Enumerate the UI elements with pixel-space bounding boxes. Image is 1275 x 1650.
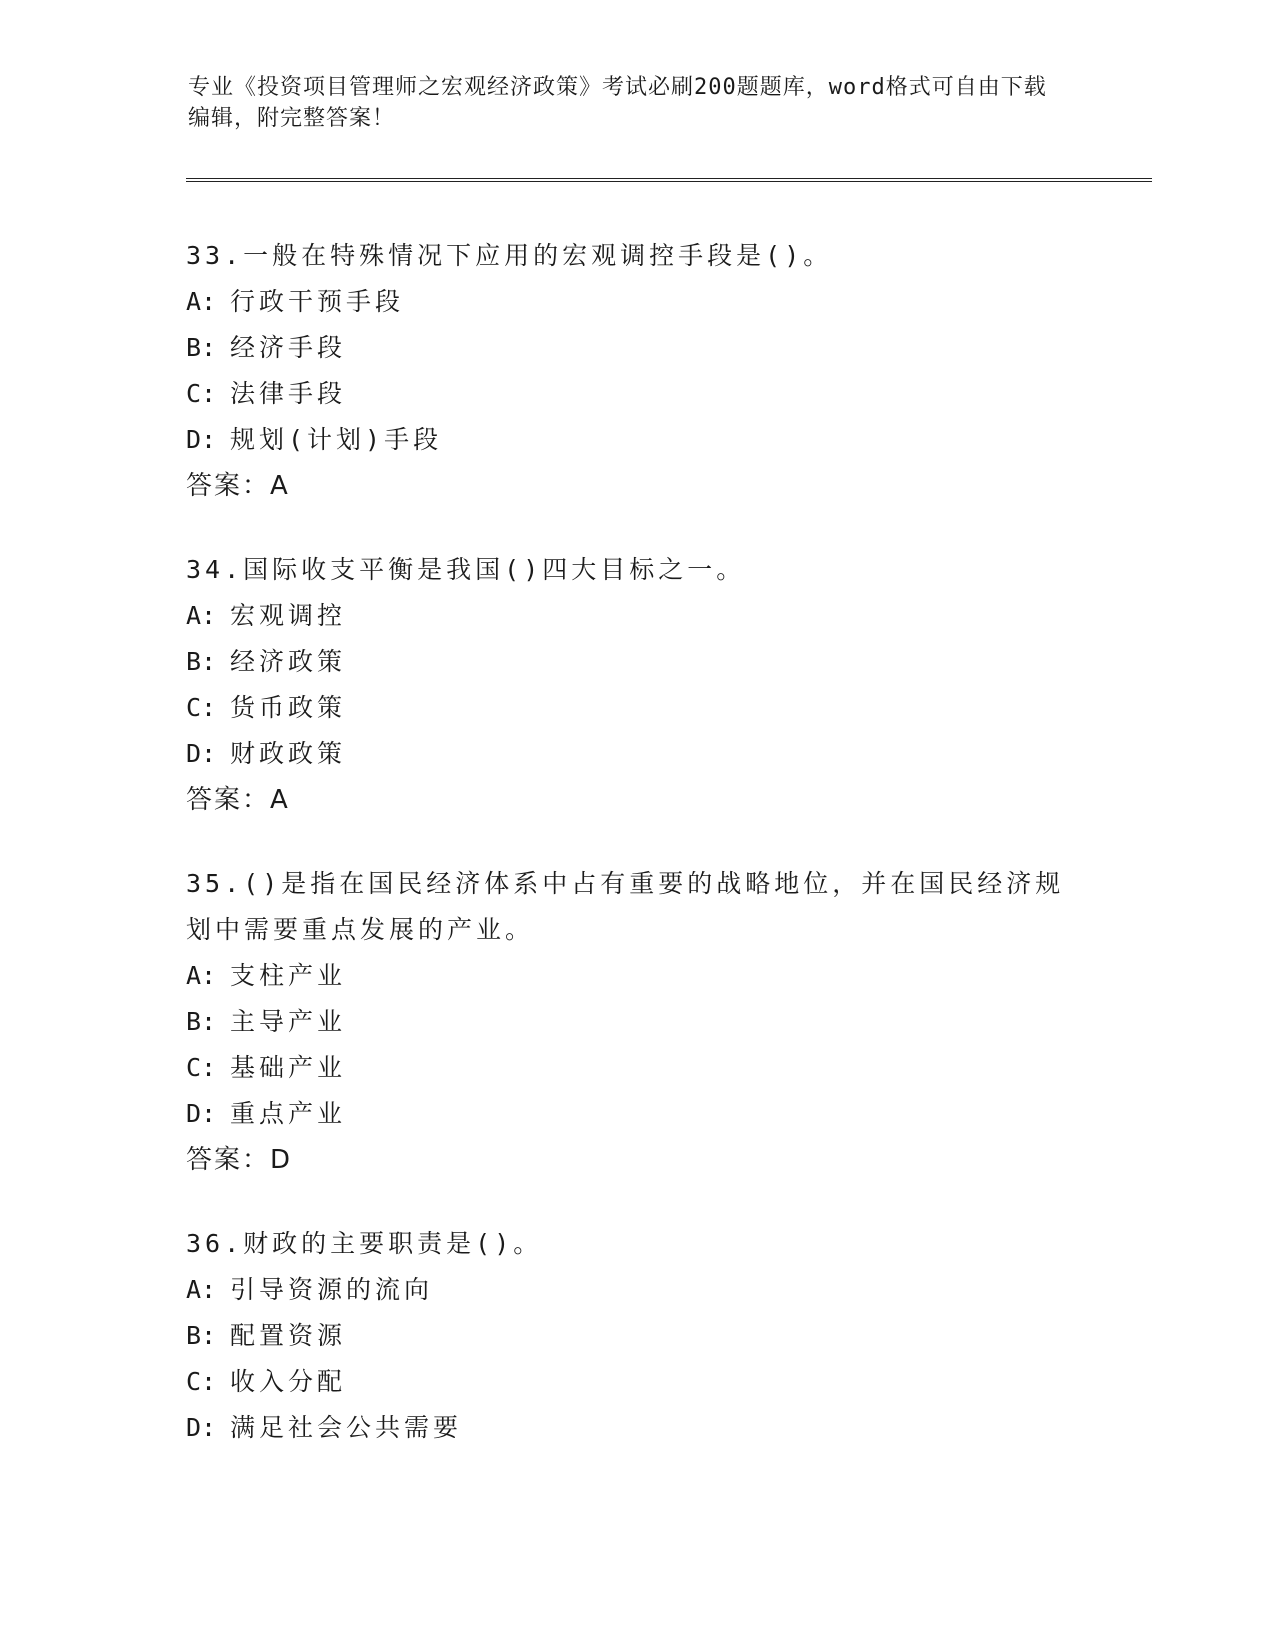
option-text: 引导资源的流向	[230, 1275, 434, 1304]
option-b	[186, 1313, 1086, 1359]
option-c	[186, 371, 1086, 417]
option-letter: C:	[186, 379, 217, 408]
option-text: 经济政策	[230, 647, 347, 676]
option-text: 支柱产业	[230, 961, 347, 990]
question-list	[186, 233, 1086, 1489]
question-34	[186, 547, 1086, 823]
option-text: 收入分配	[230, 1367, 347, 1396]
option-text: 基础产业	[230, 1053, 347, 1082]
option-text: 规划(计划)手段	[230, 425, 443, 454]
option-letter: B:	[186, 647, 217, 676]
option-letter: D:	[186, 739, 217, 768]
option-c	[186, 1359, 1086, 1405]
header-double-rule	[186, 178, 1152, 182]
option-d	[186, 1091, 1086, 1137]
question-stem: 35.()是指在国民经济体系中占有重要的战略地位，并在国民经济规划中需要重点发展的产业。	[186, 869, 1065, 944]
option-text: 重点产业	[230, 1099, 347, 1128]
option-b	[186, 639, 1086, 685]
option-letter: B:	[186, 1321, 217, 1350]
option-a	[186, 279, 1086, 325]
option-letter: D:	[186, 1099, 217, 1128]
option-text: 货币政策	[230, 693, 347, 722]
option-d	[186, 731, 1086, 777]
option-letter: B:	[186, 1007, 217, 1036]
option-text: 宏观调控	[230, 601, 347, 630]
option-letter: A:	[186, 1275, 217, 1304]
option-a	[186, 1267, 1086, 1313]
option-letter: C:	[186, 693, 217, 722]
option-text: 财政政策	[230, 739, 347, 768]
option-text: 满足社会公共需要	[230, 1413, 463, 1442]
option-letter: C:	[186, 1367, 217, 1396]
option-letter: C:	[186, 1053, 217, 1082]
option-a	[186, 593, 1086, 639]
option-text: 经济手段	[230, 333, 347, 362]
question-stem: 34.国际收支平衡是我国()四大目标之一。	[186, 555, 746, 584]
option-d	[186, 1405, 1086, 1451]
option-d	[186, 417, 1086, 463]
answer-line: 答案：A	[186, 785, 290, 815]
option-b	[186, 325, 1086, 371]
option-letter: A:	[186, 601, 217, 630]
option-b	[186, 999, 1086, 1045]
question-stem: 33.一般在特殊情况下应用的宏观调控手段是()。	[186, 241, 833, 270]
question-35	[186, 861, 1086, 1183]
option-text: 主导产业	[230, 1007, 347, 1036]
option-c	[186, 685, 1086, 731]
option-text: 行政干预手段	[230, 287, 405, 316]
option-letter: D:	[186, 1413, 217, 1442]
answer-line: 答案：D	[186, 1145, 293, 1175]
option-letter: B:	[186, 333, 217, 362]
option-a	[186, 953, 1086, 999]
question-33	[186, 233, 1086, 509]
document-header: 专业《投资项目管理师之宏观经济政策》考试必刷200题题库，word格式可自由下载编辑，附完整答案！	[188, 75, 1047, 131]
option-letter: A:	[186, 287, 217, 316]
option-text: 配置资源	[230, 1321, 347, 1350]
option-letter: A:	[186, 961, 217, 990]
option-c	[186, 1045, 1086, 1091]
question-36	[186, 1221, 1086, 1451]
answer-line: 答案：A	[186, 471, 290, 501]
option-letter: D:	[186, 425, 217, 454]
option-text: 法律手段	[230, 379, 347, 408]
question-stem: 36.财政的主要职责是()。	[186, 1229, 543, 1258]
